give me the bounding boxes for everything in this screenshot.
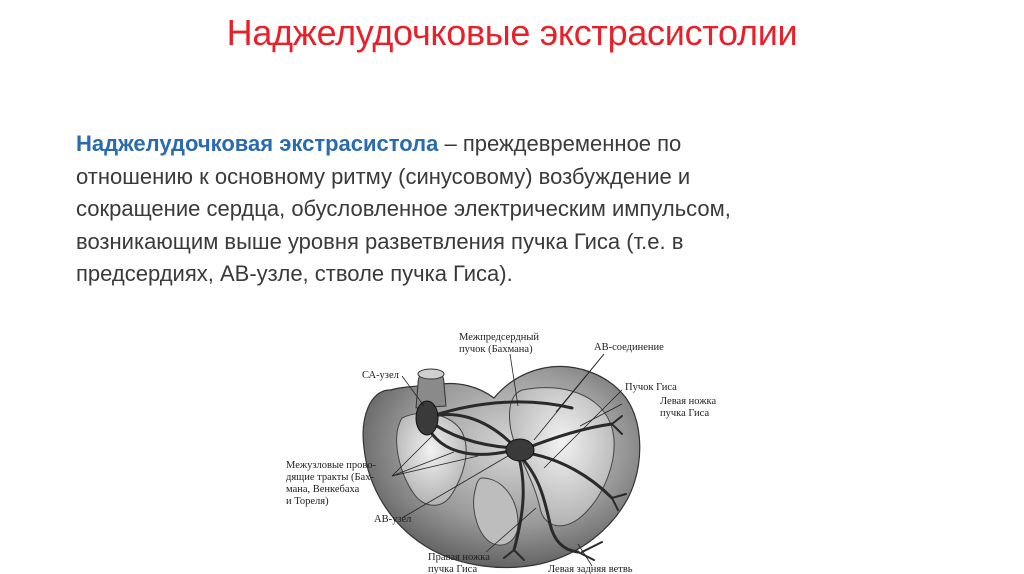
label-av-node: АВ-узел [374, 514, 412, 525]
label-av-junction: АВ-соединение [594, 342, 664, 353]
label-left-branch-2: пучка Гиса [660, 408, 710, 419]
label-bachmann-2: пучок (Бахмана) [459, 344, 533, 355]
label-internodal-1: Межузловые прово- [286, 460, 377, 471]
label-internodal-4: и Тореля) [286, 496, 329, 507]
definition-line-1: – преждевременное по [438, 131, 682, 156]
sa-node [416, 401, 438, 435]
heart-shape [363, 366, 640, 567]
definition-term: Наджелудочковая экстрасистола [76, 131, 439, 156]
definition-line-2: отношению к основному ритму (синусовому) возбуждение и [76, 163, 691, 189]
label-his-bundle: Пучок Гиса [625, 382, 677, 393]
label-internodal-3: мана, Венкебаха [286, 484, 360, 495]
label-left-posterior: Левая задняя ветвь [548, 564, 633, 574]
definition-line-4: возникающим выше уровня разветвления пучка Гиса (т.е. в [76, 228, 684, 254]
av-node [506, 439, 534, 461]
label-internodal-2: дящие тракты (Бах- [286, 472, 374, 483]
label-bachmann-1: Межпредсердный [459, 332, 540, 343]
definition-paragraph [76, 128, 866, 291]
definition-line-3: сокращение сердца, обусловленное электрическим импульсом, [76, 196, 731, 221]
heart-conduction-diagram [282, 328, 742, 574]
label-sa-node: СА-узел [362, 370, 399, 381]
label-right-branch-2: пучка Гиса [428, 564, 478, 574]
slide-title: Наджелудочковые экстрасистолии [226, 12, 798, 53]
label-left-branch-1: Левая ножка [660, 396, 717, 407]
definition-line-5: предсердиях, АВ-узле, стволе пучка Гиса). [76, 261, 513, 286]
label-right-branch-1: Правая ножка [428, 552, 490, 563]
